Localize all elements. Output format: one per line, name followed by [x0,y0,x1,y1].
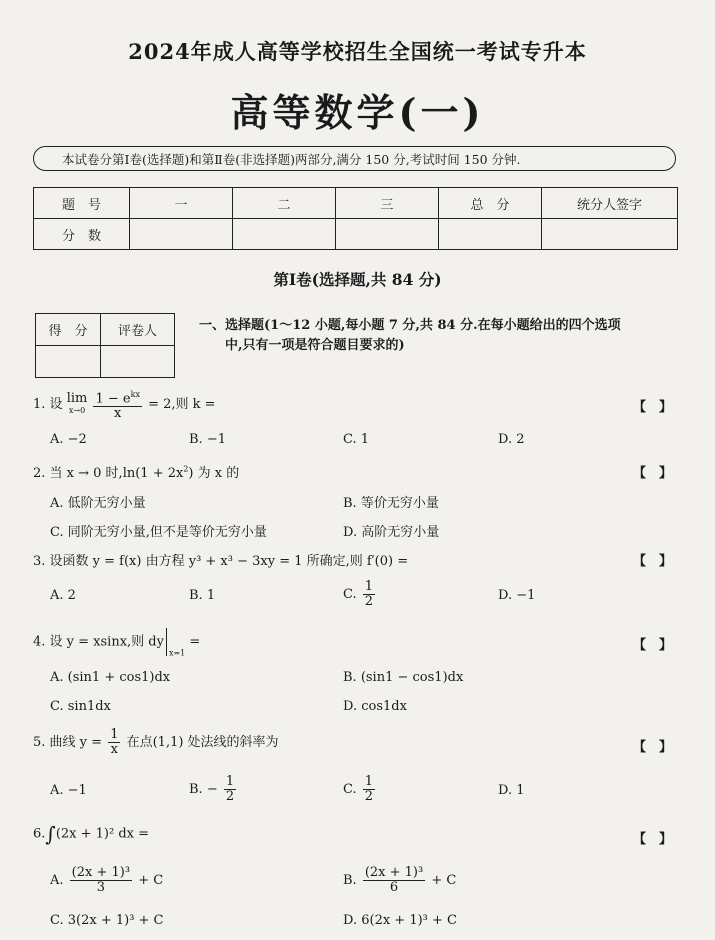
option-d: D. 高阶无穷小量 [343,525,440,540]
fraction-denominator: 2 [364,789,374,804]
score-input-cell[interactable] [439,219,542,250]
fraction [224,775,236,804]
question-text: 1. 设 [33,397,63,413]
exam-notice: 本试卷分第Ⅰ卷(选择题)和第Ⅱ卷(非选择题)两部分,满分 150 分,考试时间 150 分钟. [33,146,676,171]
score-table-cell: 统分人签字 [542,188,678,219]
exam-title: 2024年成人高等学校招生全国统一考试专升本 [128,39,587,64]
question-1 [33,388,216,421]
option-a: A. −1 [50,783,87,798]
option-a: A. 2 [50,588,76,603]
question-text: ) 为 x 的 [188,466,240,481]
option-b [343,866,456,895]
question-text: 在点(1,1) 处法线的斜率为 [126,735,279,750]
fraction [108,728,120,757]
question-text: (2x + 1)² dx = [55,826,150,842]
question-2 [33,462,239,481]
fraction [363,866,425,895]
score-table-score-row [34,219,678,250]
option-b: B. (sin1 − cos1)dx [343,670,464,685]
fraction-numerator: 1 [364,579,374,594]
score-table [33,187,678,250]
option-c [343,580,377,609]
answer-bracket[interactable]: 【 】 [633,400,673,415]
fraction-numerator: 1 − e [95,391,131,407]
score-table-cell: 分 数 [34,219,130,250]
part1-title: 第Ⅰ卷(选择题,共 84 分) [273,270,442,289]
fraction-denominator: x [114,406,122,422]
section1-instruction-line: 一、选择题(1～12 小题,每小题 7 分,共 84 分.在每小题给出的四个选项 [199,318,621,333]
fraction [70,866,132,895]
section1-instruction [199,316,679,356]
option-d: D. 1 [498,783,525,798]
score-table-cell: 题 号 [34,188,130,219]
exponent: 2 [183,464,189,474]
grader-score-cell[interactable] [36,346,101,378]
fraction-denominator: x [110,742,118,757]
question-3: 3. 设函数 y = f(x) 由方程 y³ + x³ − 3xy = 1 所确定,则 f′(0) = [33,554,409,569]
option-d: D. −1 [498,588,536,603]
answer-bracket[interactable]: 【 】 [633,638,673,653]
answer-bracket[interactable]: 【 】 [633,832,673,847]
score-table-cell: 总 分 [439,188,542,219]
fraction-numerator: 1 [225,774,235,789]
answer-bracket[interactable]: 【 】 [633,554,673,569]
question-text: 4. 设 y = xsinx,则 dy [33,634,164,650]
option-label: A. [50,873,64,888]
evaluation-bar [166,628,167,656]
signature-input-cell[interactable] [542,219,678,250]
fraction-numerator: 1 [110,727,119,742]
question-text: = [185,634,201,650]
fraction [363,775,375,804]
question-text: 6. [33,826,46,842]
option-c [343,775,377,804]
option-b: B. −1 [189,432,226,447]
answer-bracket[interactable]: 【 】 [633,466,673,481]
integral-symbol: ∫ [45,822,56,846]
question-6 [33,822,149,846]
grader-table-score-label: 得 分 [36,314,101,346]
fraction-denominator: 2 [364,594,374,609]
question-4 [33,628,200,658]
fraction-denominator: 2 [225,789,235,804]
option-b: B. 1 [189,588,216,603]
score-input-cell[interactable] [130,219,233,250]
question-5 [33,728,279,757]
limit-symbol: lim [66,390,88,406]
limit-operator [66,390,88,417]
fraction-denominator: 3 [96,880,105,895]
option-a [50,866,163,895]
question-text: = 2,则 k = [148,397,216,413]
option-c: C. 1 [343,432,370,447]
question-text: 2. 当 x → 0 时,ln(1 + 2x [33,466,184,481]
option-a: A. (sin1 + cos1)dx [50,670,171,685]
option-label: C. [343,587,361,602]
option-a: A. 低阶无穷小量 [50,496,146,511]
fraction-denominator: 6 [389,880,399,895]
score-input-cell[interactable] [336,219,439,250]
score-table-header-row [34,188,678,219]
score-input-cell[interactable] [233,219,336,250]
fraction-numerator: 1 [364,774,374,789]
fraction [363,580,375,609]
score-table-cell: 三 [336,188,439,219]
fraction-numerator: (2x + 1)³ [71,865,131,880]
option-d: D. cos1dx [343,699,407,714]
option-c: C. sin1dx [50,699,111,714]
option-a: A. −2 [50,432,87,447]
option-c: C. 同阶无穷小量,但不是等价无穷小量 [50,525,267,540]
option-text: + C [427,873,457,888]
score-table-cell: 二 [233,188,336,219]
grader-table [35,313,175,378]
fraction [93,388,141,421]
option-b [189,775,238,804]
option-label: C. [343,782,361,797]
fraction-numerator: (2x + 1)³ [364,865,424,880]
option-label: B. − [189,782,218,797]
option-text: + C [134,873,164,888]
option-b: B. 等价无穷小量 [343,496,439,511]
option-label: B. [343,873,357,888]
subject-title: 高等数学(一) [230,90,485,135]
answer-bracket[interactable]: 【 】 [633,740,673,755]
question-text: 5. 曲线 y = [33,735,103,750]
grader-name-cell[interactable] [101,346,175,378]
option-c: C. 3(2x + 1)³ + C [50,913,164,928]
grader-table-grader-label: 评卷人 [101,314,175,346]
option-d: D. 6(2x + 1)³ + C [343,913,457,928]
limit-subscript: x→0 [68,405,86,415]
evaluation-subscript: x=1 [168,648,186,658]
option-d: D. 2 [498,432,525,447]
exponent: kx [130,390,140,399]
score-table-cell: 一 [130,188,233,219]
section1-instruction-line: 中,只有一项是符合题目要求的) [225,338,405,353]
